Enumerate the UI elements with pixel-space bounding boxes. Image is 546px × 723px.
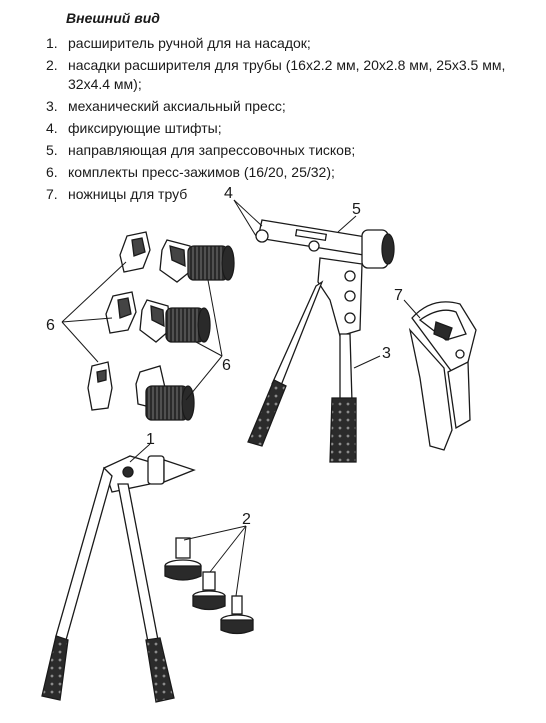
hand-expander — [42, 456, 194, 702]
threaded-sleeve — [166, 308, 210, 342]
item-number: 3. — [46, 98, 58, 114]
callout-6-left: 6 — [46, 317, 55, 334]
clamp-jaw — [120, 232, 150, 272]
press-clamp-set — [88, 232, 234, 420]
callout-5: 5 — [352, 201, 361, 218]
threaded-sleeve — [188, 246, 234, 280]
callout-1: 1 — [146, 431, 155, 448]
item-number: 4. — [46, 120, 58, 136]
item-text: механический аксиальный пресс; — [68, 98, 286, 114]
clamp-jaw — [160, 240, 192, 282]
item-text: фиксирующие штифты; — [68, 120, 222, 136]
pipe-scissors — [410, 302, 476, 450]
expander-heads — [165, 538, 253, 634]
callout-7: 7 — [394, 287, 403, 304]
callout-3: 3 — [382, 345, 391, 362]
section-heading: Внешний вид — [66, 10, 160, 26]
item-number: 1. — [46, 35, 58, 51]
callout-2: 2 — [242, 511, 251, 528]
item-text: направляющая для запрессовочных тисков; — [68, 142, 356, 158]
expander-head — [221, 596, 253, 634]
item-number: 7. — [46, 186, 58, 202]
callout-4: 4 — [224, 185, 233, 202]
clamp-jaw — [88, 362, 112, 410]
threaded-sleeve — [146, 386, 194, 420]
item-text: расширитель ручной для на насадок; — [68, 35, 311, 51]
clamp-jaw — [106, 292, 136, 333]
item-text: комплекты пресс-зажимов (16/20, 25/32); — [68, 164, 335, 180]
item-number: 6. — [46, 164, 58, 180]
item-text: насадки расширителя для трубы (16x2.2 мм, 20x2.8 мм, 25x3.5 мм, 32x4.4 мм); — [68, 57, 506, 92]
item-number: 5. — [46, 142, 58, 158]
item-number: 2. — [46, 57, 58, 73]
item-text: ножницы для труб — [68, 186, 188, 202]
callout-6-right: 6 — [222, 357, 231, 374]
axial-press — [248, 220, 394, 462]
expander-head — [165, 538, 201, 580]
